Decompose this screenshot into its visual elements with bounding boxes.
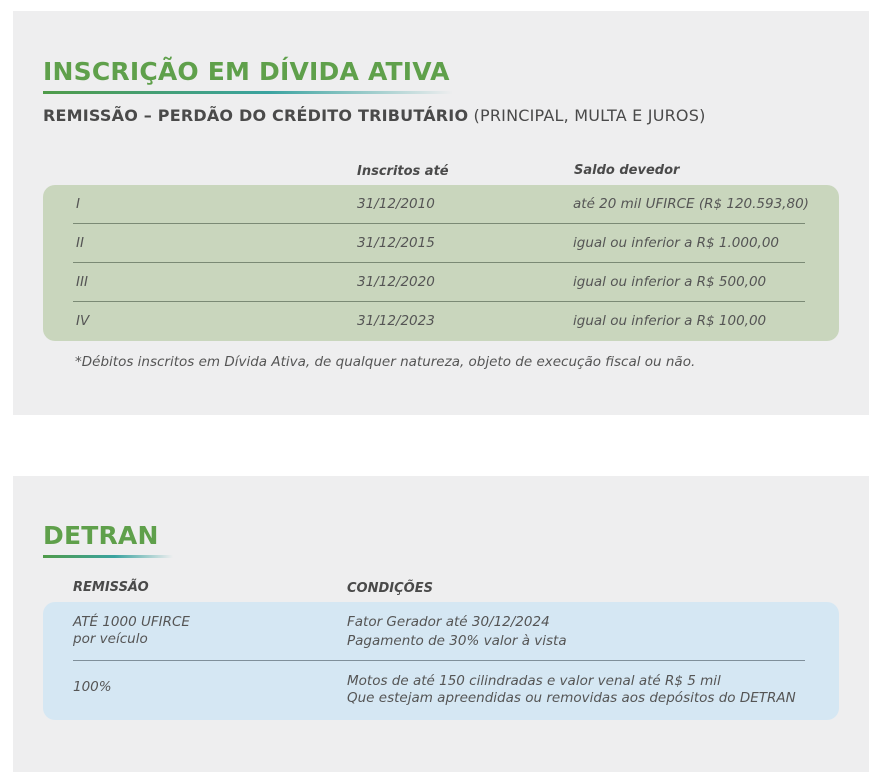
- title-underline: [43, 555, 173, 558]
- divida-ativa-panel: [13, 11, 869, 415]
- condicao-line: Fator Gerador até 30/12/2024: [347, 614, 550, 630]
- inscritos-cell: 31/12/2020: [357, 274, 435, 290]
- condicao-line: Pagamento de 30% valor à vista: [347, 633, 567, 649]
- table-row: [73, 185, 809, 224]
- subtitle-bold: REMISSÃO – PERDÃO DO CRÉDITO TRIBUTÁRIO: [43, 106, 469, 125]
- inscritos-cell: 31/12/2023: [357, 313, 435, 329]
- column-header-saldo: Saldo devedor: [574, 163, 680, 178]
- remissao-line: por veículo: [73, 631, 148, 647]
- divida-ativa-title: INSCRIÇÃO EM DÍVIDA ATIVA: [43, 57, 450, 86]
- table-row: [73, 263, 805, 302]
- saldo-cell: igual ou inferior a R$ 500,00: [573, 274, 767, 290]
- faixa-cell: I: [76, 196, 80, 212]
- faixa-cell: IV: [76, 313, 90, 329]
- remissao-line: 100%: [73, 679, 112, 695]
- detran-title: DETRAN: [43, 521, 159, 550]
- faixa-cell: III: [76, 274, 88, 290]
- remissao-line: ATÉ 1000 UFIRCE: [73, 614, 190, 630]
- detran-table: [43, 602, 839, 720]
- divida-ativa-table: [43, 185, 839, 341]
- saldo-cell: até 20 mil UFIRCE (R$ 120.593,80): [573, 196, 809, 212]
- faixa-cell: II: [76, 235, 84, 251]
- table-row: [73, 602, 805, 661]
- column-header-inscritos: Inscritos até: [357, 164, 449, 179]
- detran-panel: [13, 476, 869, 772]
- title-underline: [43, 91, 453, 94]
- inscritos-cell: 31/12/2010: [357, 196, 435, 212]
- condicao-line: Que estejam apreendidas ou removidas aos depósitos do DETRAN: [347, 690, 796, 706]
- inscritos-cell: 31/12/2015: [357, 235, 435, 251]
- saldo-cell: igual ou inferior a R$ 100,00: [573, 313, 767, 329]
- condicao-line: Motos de até 150 cilindradas e valor venal até R$ 5 mil: [347, 673, 721, 689]
- column-header-condicoes: CONDIÇÕES: [347, 581, 433, 596]
- column-header-remissao: REMISSÃO: [73, 580, 149, 595]
- table-row: [73, 224, 805, 263]
- table-row: [73, 661, 805, 720]
- subtitle-rest: (PRINCIPAL, MULTA E JUROS): [468, 106, 706, 125]
- footnote: *Débitos inscritos em Dívida Ativa, de qualquer natureza, objeto de execução fiscal ou não.: [75, 354, 696, 370]
- divida-ativa-subtitle: [43, 106, 706, 125]
- saldo-cell: igual ou inferior a R$ 1.000,00: [573, 235, 780, 251]
- table-row: [73, 302, 805, 341]
